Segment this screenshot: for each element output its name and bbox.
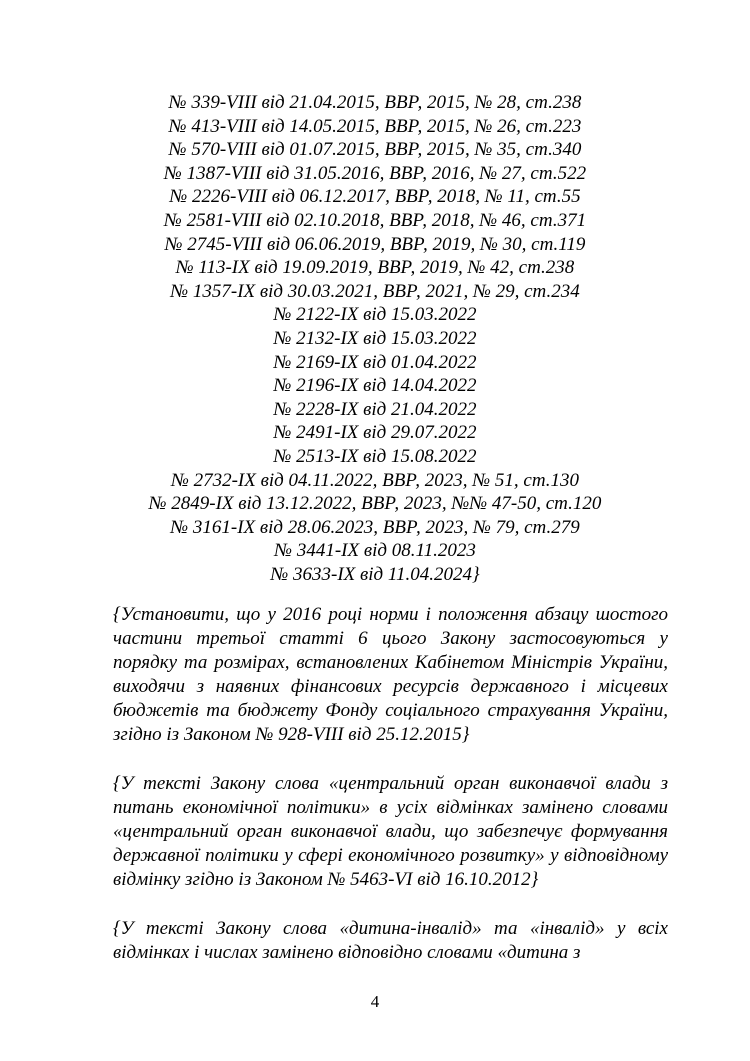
amendments-list — [100, 91, 650, 586]
amendment-item: № 2196-IX від 14.04.2022 — [273, 375, 477, 397]
amendment-item: № 2226-VIII від 06.12.2017, ВВР, 2018, № 11, ст.55 — [169, 186, 581, 208]
amendment-item: № 3441-IX від 08.11.2023 — [274, 540, 476, 562]
amendment-item: № 2228-IX від 21.04.2022 — [273, 398, 477, 420]
amendment-item: № 3161-IX від 28.06.2023, ВВР, 2023, № 79, ст.279 — [170, 516, 580, 538]
amendment-item: № 570-VIII від 01.07.2015, ВВР, 2015, № 35, ст.340 — [168, 139, 582, 161]
amendment-item: № 2122-IX від 15.03.2022 — [273, 304, 477, 326]
amendment-item: № 339-VIII від 21.04.2015, ВВР, 2015, № 28, ст.238 — [168, 92, 582, 113]
amendment-item: № 2732-IX від 04.11.2022, ВВР, 2023, № 51, ст.130 — [170, 469, 580, 491]
amendment-item: № 2513-IX від 15.08.2022 — [273, 445, 477, 467]
editorial-note-economic-policy: {У тексті Закону слова «центральний орган виконавчої влади з питань економічної політики» в усіх відмінках замінено словами «центральний орган виконавчої влади, що забезпечує формування державної політики у сфері економічного розвитку» у відповідному відмінку згідно із Законом № 5463-VI від 16.10.2012} — [113, 773, 668, 890]
amendment-item: № 2169-IX від 01.04.2022 — [273, 351, 477, 373]
amendment-item: № 2491-IX від 29.07.2022 — [273, 422, 477, 444]
amendment-item: № 3633-IX від 11.04.2024} — [270, 563, 480, 585]
page-number: 4 — [370, 992, 380, 1011]
amendment-item: № 2581-VIII від 02.10.2018, ВВР, 2018, № 46, ст.371 — [163, 209, 587, 231]
editorial-note-2016-norms: {Установити, що у 2016 році норми і положення абзацу шостого частини третьої статті 6 цього Закону застосовуються у порядку та розмірах, встановлених Кабінетом Міністрів України, виходячи з наявних фінансових ресурсів державного і місцевих бюджетів та бюджету Фонду соціального страхування України, згідно із Законом № 928-VIII від 25.12.2015} — [113, 604, 668, 745]
editorial-note-disability-terms: {У тексті Закону слова «дитина-інвалід» та «інвалід» у всіх відмінках і числах замінено відповідно словами «дитина з — [113, 918, 668, 963]
amendment-item: № 2132-IX від 15.03.2022 — [273, 327, 477, 349]
amendment-item: № 1387-VIII від 31.05.2016, ВВР, 2016, № 27, ст.522 — [163, 162, 587, 184]
amendment-item: № 2849-IX від 13.12.2022, ВВР, 2023, №№ 47-50, ст.120 — [148, 493, 602, 515]
amendment-item: № 2745-VIII від 06.06.2019, ВВР, 2019, № 30, ст.119 — [164, 233, 586, 255]
amendment-item: № 1357-IX від 30.03.2021, ВВР, 2021, № 29, ст.234 — [170, 280, 580, 302]
amendment-item: № 113-IX від 19.09.2019, ВВР, 2019, № 42, ст.238 — [175, 257, 575, 279]
amendment-item: № 413-VIII від 14.05.2015, ВВР, 2015, № 26, ст.223 — [168, 115, 582, 137]
